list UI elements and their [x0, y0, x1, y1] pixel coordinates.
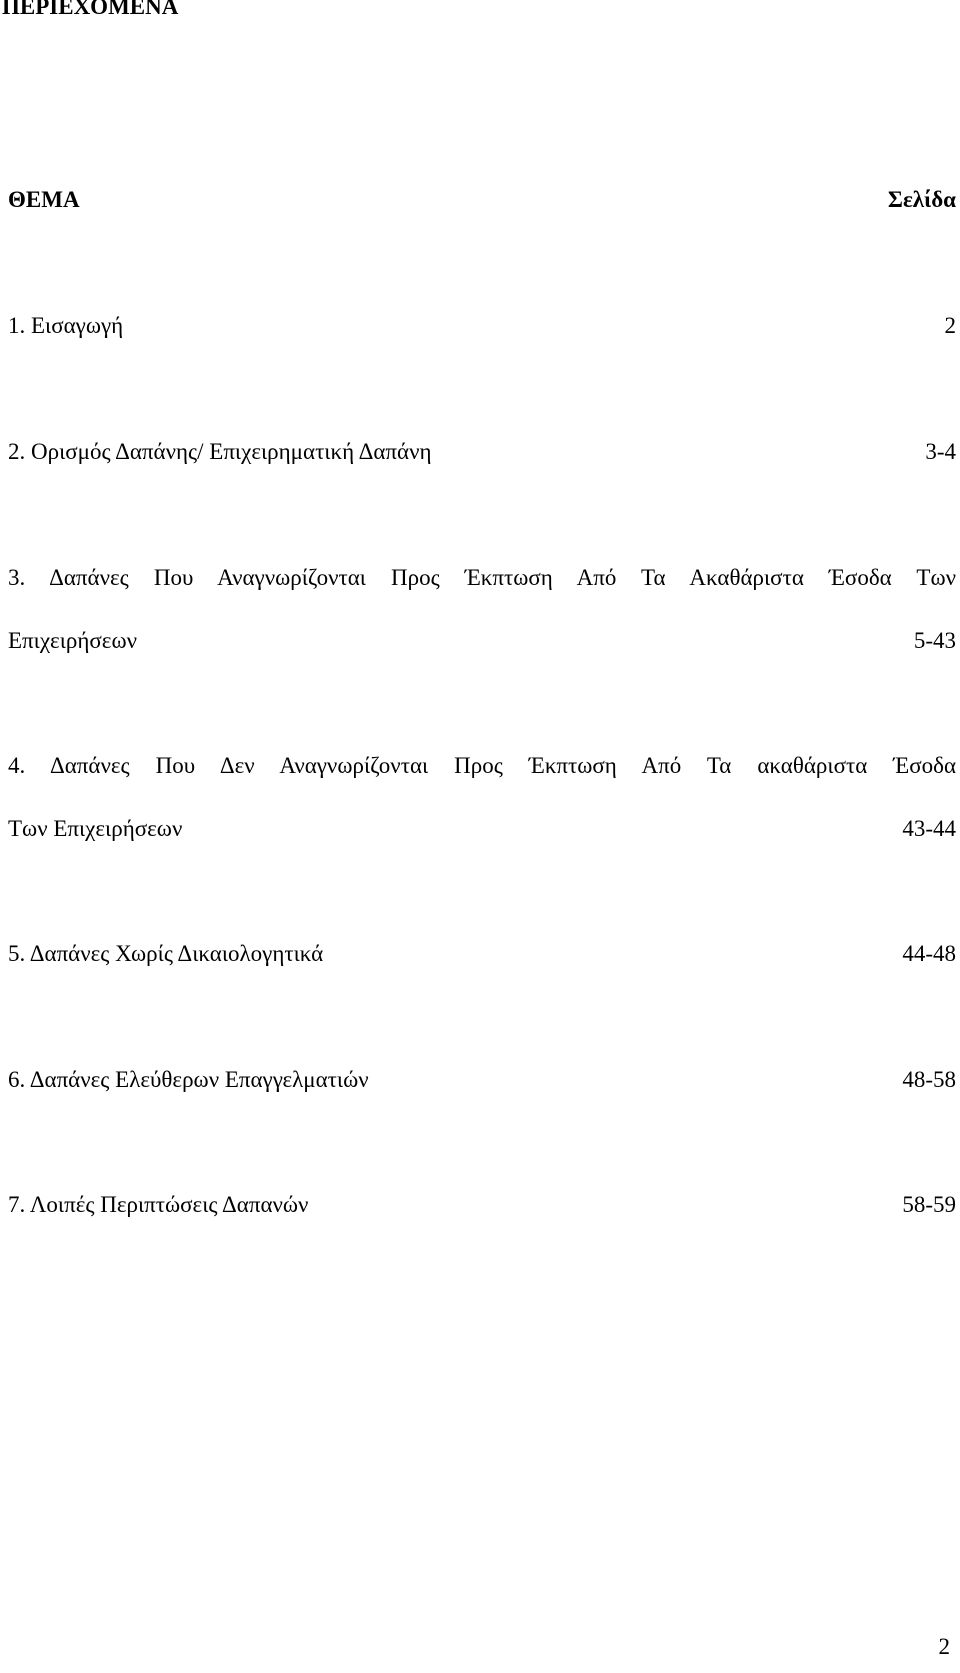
toc-entry-page: 48-58	[902, 1067, 956, 1092]
toc-entry-text: 5. Δαπάνες Χωρίς Δικαιολογητικά	[8, 941, 324, 966]
toc-entry-text: Των Επιχειρήσεων	[8, 816, 183, 841]
toc-entry-text: 1. Εισαγωγή	[8, 313, 124, 338]
toc-entry-page: 5-43	[913, 628, 956, 653]
toc-title: ΠΕΡΙΕΧΟΜΕΝΑ	[2, 0, 179, 19]
toc-entry-page: 44-48	[902, 941, 956, 966]
toc-entry-text: 4. Δαπάνες Που Δεν Αναγνωρίζονται Προς Έκπτωση Από Τα ακαθάριστα Έσοδα	[8, 753, 956, 778]
toc-entry-page: 58-59	[902, 1192, 956, 1217]
toc-entry-page: 43-44	[902, 816, 956, 841]
toc-header-page: Σελίδα	[887, 187, 956, 212]
page-number: 2	[938, 1634, 950, 1659]
toc-entry-text: Επιχειρήσεων	[8, 628, 138, 653]
toc-header-topic: ΘΕΜΑ	[8, 187, 80, 212]
toc-entry-page: 2	[944, 313, 956, 338]
toc-entry-text: 7. Λοιπές Περιπτώσεις Δαπανών	[8, 1192, 309, 1217]
toc-entry-page: 3-4	[925, 439, 956, 464]
toc-entry-text: 2. Ορισμός Δαπάνης/ Επιχειρηματική Δαπάνη	[8, 439, 432, 464]
toc-entry-text: 3. Δαπάνες Που Αναγνωρίζονται Προς Έκπτωση Από Τα Ακαθάριστα Έσοδα Των	[8, 565, 956, 590]
toc-entry-text: 6. Δαπάνες Ελεύθερων Επαγγελματιών	[8, 1067, 369, 1092]
